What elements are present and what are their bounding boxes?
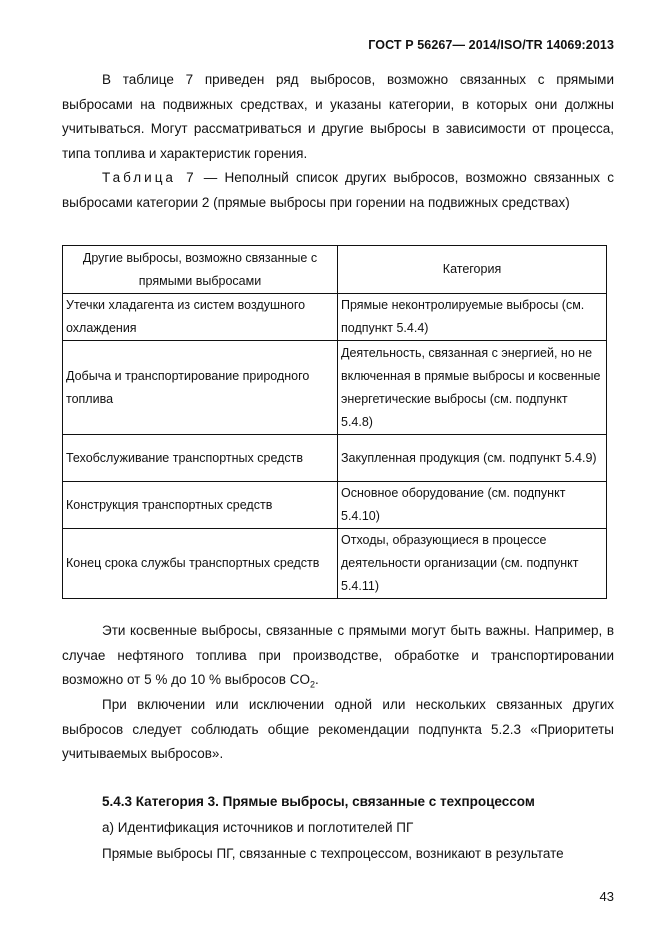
cell-emission: Добыча и транспортирование природного топлива: [63, 341, 338, 435]
cell-emission: Утечки хладагента из систем воздушного охлаждения: [63, 294, 338, 341]
process-emissions-text: Прямые выбросы ПГ, связанные с техпроцессом, возникают в результате: [102, 846, 564, 861]
intro-text: В таблице 7 приведен ряд выбросов, возможно связанных с прямыми выбросами на подвижных средствах, и указаны категории, в которых они должны учитываться. Могут рассматриваться и другие выбросы в зависимости от процесса, типа топлива и характеристик горения.: [62, 72, 614, 161]
list-item-a: а) Идентификация источников и поглотителей ПГ: [102, 820, 414, 835]
cell-category: Закупленная продукция (см. подпункт 5.4.9): [338, 435, 607, 482]
table-row: [63, 482, 607, 529]
indirect-emissions-text: Эти косвенные выбросы, связанные с прямыми могут быть важны. Например, в случае нефтяного топлива при производстве, обработке и транспортировании возможно от 5 % до 10 % выбросов CO: [62, 623, 614, 687]
cell-category: Деятельность, связанная с энергией, но не включенная в прямые выбросы и косвенные энергетические выбросы (см. подпункт 5.4.8): [338, 341, 607, 435]
document-header: ГОСТ Р 56267— 2014/ISO/TR 14069:2013: [368, 38, 614, 52]
cell-category: Основное оборудование (см. подпункт 5.4.10): [338, 482, 607, 529]
recommendations-text: При включении или исключении одной или нескольких связанных других выбросов следует соблюдать общие рекомендации подпункта 5.2.3 «Приоритеты учитываемых выбросов».: [62, 697, 614, 761]
section-heading: 5.4.3 Категория 3. Прямые выбросы, связанные с техпроцессом: [102, 794, 535, 809]
cell-category: Прямые неконтролируемые выбросы (см. подпункт 5.4.4): [338, 294, 607, 341]
cell-emission: Техобслуживание транспортных средств: [63, 435, 338, 482]
table-caption: [62, 166, 614, 215]
header-cell-category: Категория: [338, 246, 607, 294]
intro-paragraph: [62, 68, 614, 166]
table-row: [63, 294, 607, 341]
cell-emission: Конец срока службы транспортных средств: [63, 529, 338, 599]
indirect-emissions-tail: .: [315, 672, 319, 687]
co2-subscript: 2: [309, 679, 315, 690]
emissions-table: [62, 245, 607, 599]
table-row: [63, 435, 607, 482]
table-row: [63, 529, 607, 599]
cell-emission: Конструкция транспортных средств: [63, 482, 338, 529]
table-caption-text: — Неполный список других выбросов, возможно связанных с выбросами категории 2 (прямые выбросы при горении на подвижных средствах): [62, 170, 614, 210]
cell-category: Отходы, образующиеся в процессе деятельности организации (см. подпункт 5.4.11): [338, 529, 607, 599]
recommendations-paragraph: [62, 693, 614, 767]
header-cell-emissions: Другие выбросы, возможно связанные с прямыми выбросами: [63, 246, 338, 294]
table-header-row: [63, 246, 607, 294]
page-number: 43: [599, 889, 614, 904]
table-caption-label: Таблица 7: [102, 170, 197, 185]
process-emissions-paragraph: [62, 842, 614, 867]
indirect-emissions-paragraph: [62, 619, 614, 697]
table-row: [63, 341, 607, 435]
